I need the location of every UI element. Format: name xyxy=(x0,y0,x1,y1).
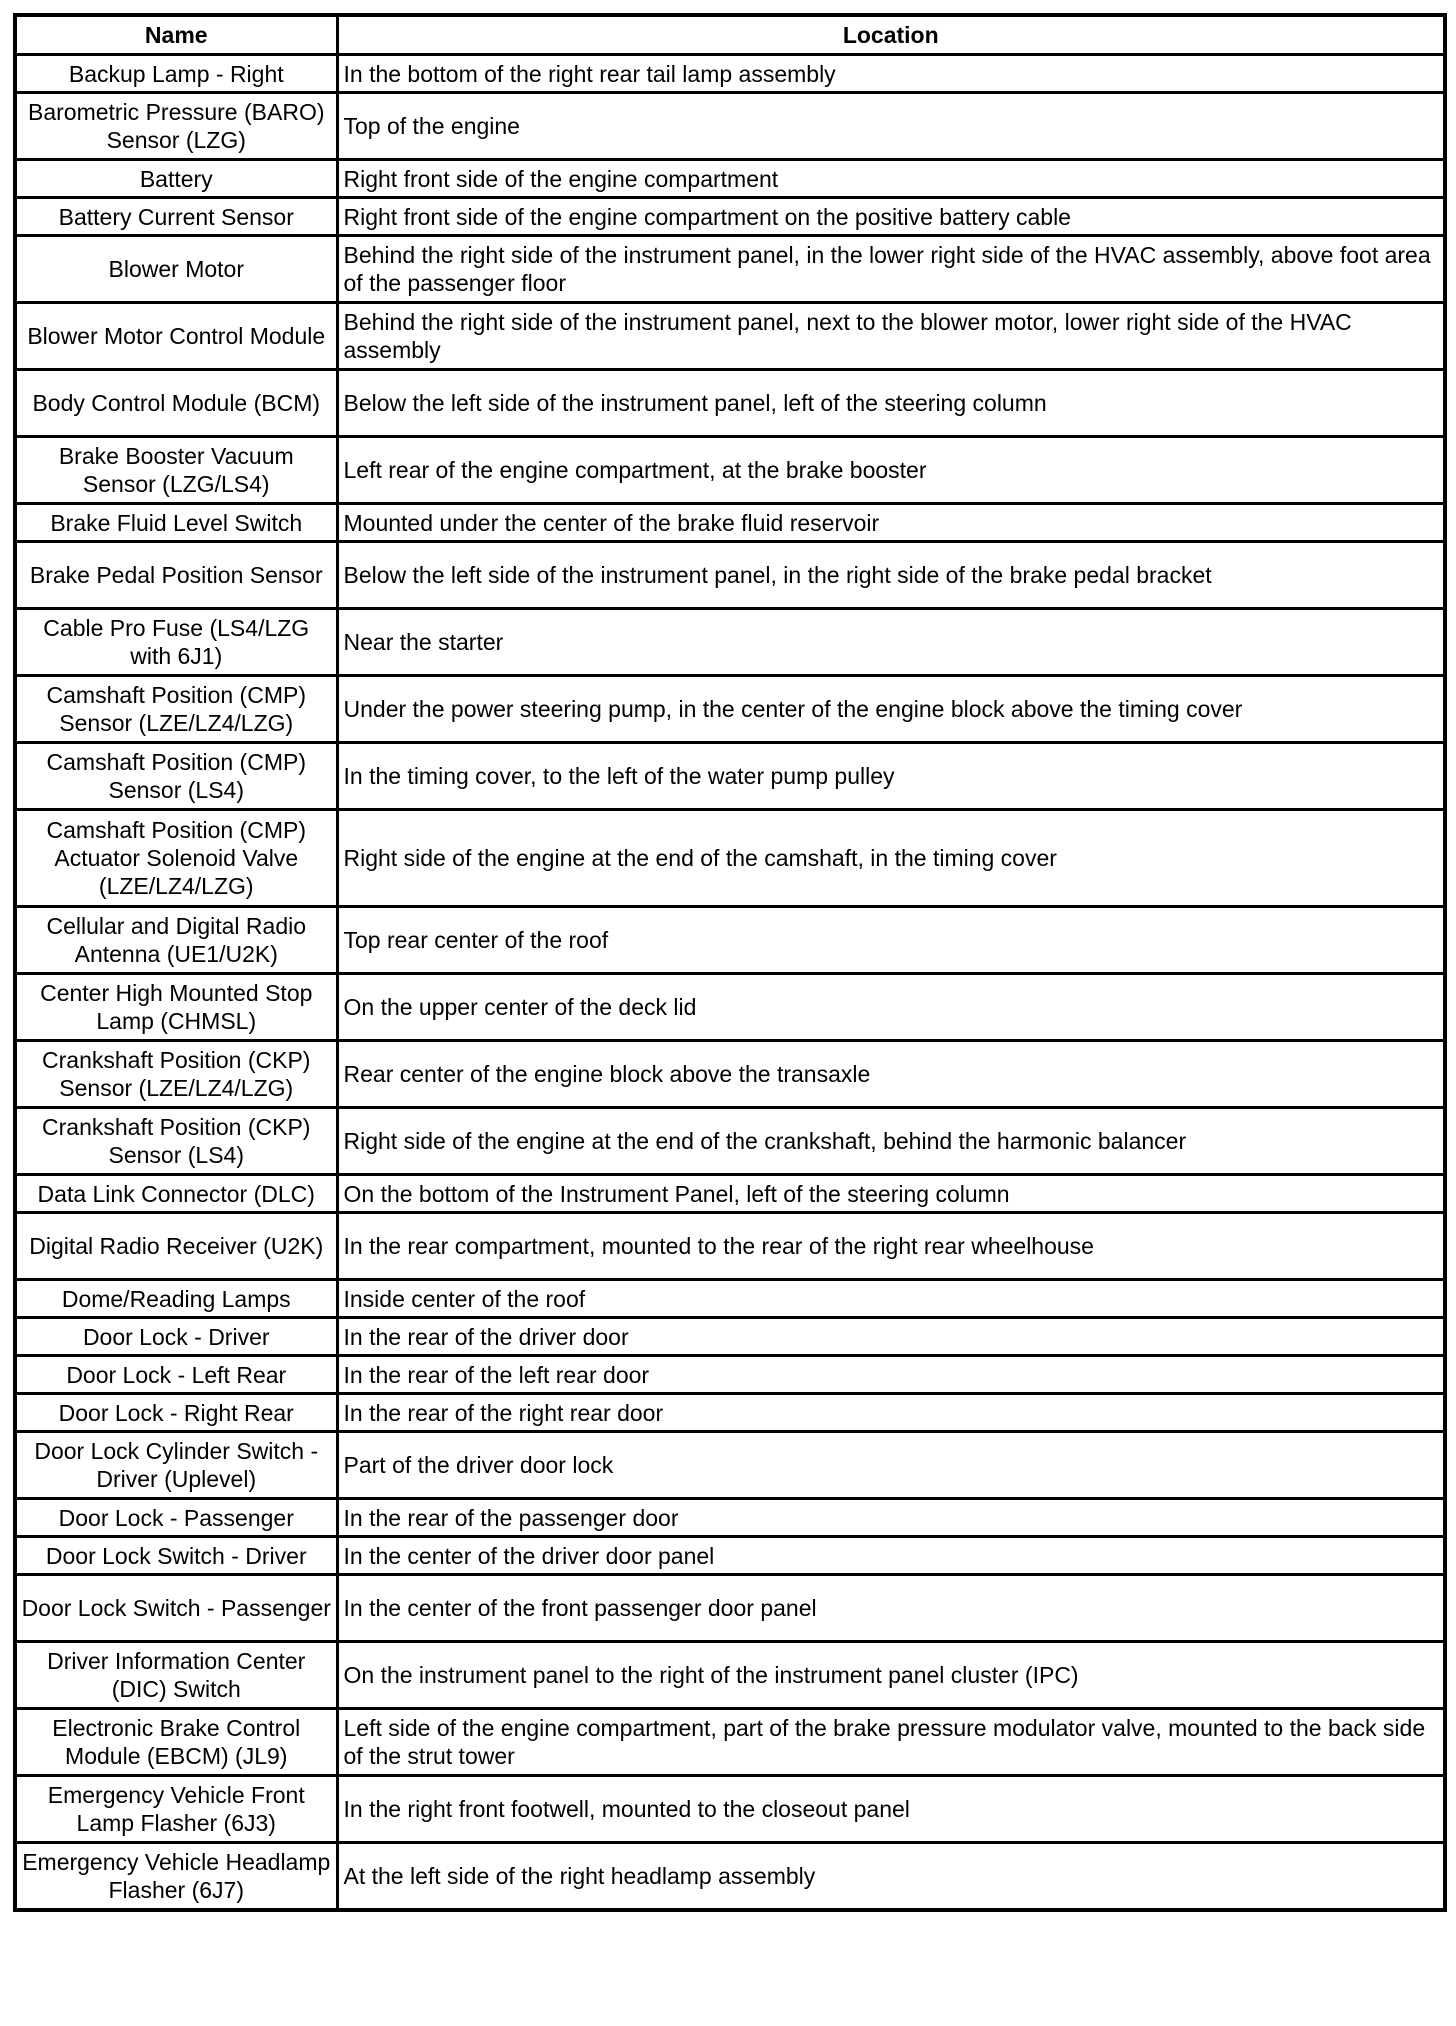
component-name-cell: Backup Lamp - Right xyxy=(15,55,337,93)
component-name-cell: Camshaft Position (CMP) Sensor (LZE/LZ4/LZG) xyxy=(15,676,337,743)
table-row xyxy=(15,1041,1445,1108)
component-location-cell: In the bottom of the right rear tail lamp assembly xyxy=(337,55,1445,93)
table-row xyxy=(15,1318,1445,1356)
component-name-cell: Blower Motor xyxy=(15,236,337,303)
table-row xyxy=(15,974,1445,1041)
table-row xyxy=(15,93,1445,160)
table-row xyxy=(15,676,1445,743)
component-name-cell: Door Lock - Driver xyxy=(15,1318,337,1356)
table-row xyxy=(15,1642,1445,1709)
component-location-cell: Under the power steering pump, in the center of the engine block above the timing cover xyxy=(337,676,1445,743)
component-location-cell: In the rear of the left rear door xyxy=(337,1356,1445,1394)
component-location-cell: On the bottom of the Instrument Panel, left of the steering column xyxy=(337,1175,1445,1213)
table-row xyxy=(15,160,1445,198)
component-name-cell: Brake Fluid Level Switch xyxy=(15,504,337,542)
component-location-cell: In the rear of the right rear door xyxy=(337,1394,1445,1432)
component-location-cell: Below the left side of the instrument panel, left of the steering column xyxy=(337,370,1445,437)
component-name-cell: Door Lock Switch - Passenger xyxy=(15,1575,337,1642)
table-row xyxy=(15,1280,1445,1318)
location-column-header: Location xyxy=(337,15,1445,55)
component-name-cell: Door Lock Switch - Driver xyxy=(15,1537,337,1575)
table-row xyxy=(15,504,1445,542)
component-name-cell: Door Lock - Left Rear xyxy=(15,1356,337,1394)
component-name-cell: Data Link Connector (DLC) xyxy=(15,1175,337,1213)
component-name-cell: Emergency Vehicle Headlamp Flasher (6J7) xyxy=(15,1843,337,1911)
component-name-cell: Battery xyxy=(15,160,337,198)
component-name-cell: Camshaft Position (CMP) Sensor (LS4) xyxy=(15,743,337,810)
component-name-cell: Crankshaft Position (CKP) Sensor (LS4) xyxy=(15,1108,337,1175)
component-name-cell: Cellular and Digital Radio Antenna (UE1/U2K) xyxy=(15,907,337,974)
component-location-cell: Right front side of the engine compartment on the positive battery cable xyxy=(337,198,1445,236)
component-location-cell: In the center of the front passenger door panel xyxy=(337,1575,1445,1642)
table-row xyxy=(15,1394,1445,1432)
table-row xyxy=(15,542,1445,609)
component-location-cell: On the upper center of the deck lid xyxy=(337,974,1445,1041)
component-location-cell: In the rear compartment, mounted to the rear of the right rear wheelhouse xyxy=(337,1213,1445,1280)
component-location-cell: In the rear of the passenger door xyxy=(337,1499,1445,1537)
table-row xyxy=(15,198,1445,236)
table-row xyxy=(15,303,1445,370)
component-name-cell: Emergency Vehicle Front Lamp Flasher (6J3) xyxy=(15,1776,337,1843)
table-row xyxy=(15,1432,1445,1499)
table-row xyxy=(15,1575,1445,1642)
component-name-cell: Electronic Brake Control Module (EBCM) (JL9) xyxy=(15,1709,337,1776)
component-location-cell: Mounted under the center of the brake fluid reservoir xyxy=(337,504,1445,542)
component-name-cell: Camshaft Position (CMP) Actuator Solenoid Valve (LZE/LZ4/LZG) xyxy=(15,810,337,907)
component-name-cell: Body Control Module (BCM) xyxy=(15,370,337,437)
table-row xyxy=(15,1709,1445,1776)
component-name-cell: Barometric Pressure (BARO) Sensor (LZG) xyxy=(15,93,337,160)
component-location-cell: Inside center of the roof xyxy=(337,1280,1445,1318)
component-location-cell: In the right front footwell, mounted to the closeout panel xyxy=(337,1776,1445,1843)
component-location-cell: On the instrument panel to the right of the instrument panel cluster (IPC) xyxy=(337,1642,1445,1709)
table-row xyxy=(15,743,1445,810)
component-location-cell: Rear center of the engine block above the transaxle xyxy=(337,1041,1445,1108)
table-row xyxy=(15,1843,1445,1911)
component-name-cell: Brake Booster Vacuum Sensor (LZG/LS4) xyxy=(15,437,337,504)
component-name-cell: Center High Mounted Stop Lamp (CHMSL) xyxy=(15,974,337,1041)
component-name-cell: Driver Information Center (DIC) Switch xyxy=(15,1642,337,1709)
table-row xyxy=(15,55,1445,93)
component-name-cell: Dome/Reading Lamps xyxy=(15,1280,337,1318)
component-location-cell: Near the starter xyxy=(337,609,1445,676)
table-row xyxy=(15,1108,1445,1175)
table-header-row xyxy=(15,15,1445,55)
table-row xyxy=(15,1213,1445,1280)
component-name-cell: Door Lock Cylinder Switch - Driver (Uplevel) xyxy=(15,1432,337,1499)
component-name-cell: Battery Current Sensor xyxy=(15,198,337,236)
component-name-cell: Cable Pro Fuse (LS4/LZG with 6J1) xyxy=(15,609,337,676)
table-row xyxy=(15,810,1445,907)
component-name-cell: Brake Pedal Position Sensor xyxy=(15,542,337,609)
component-location-cell: Right front side of the engine compartment xyxy=(337,160,1445,198)
component-location-table xyxy=(13,13,1447,1912)
component-location-cell: Left rear of the engine compartment, at the brake booster xyxy=(337,437,1445,504)
component-location-cell: Left side of the engine compartment, part of the brake pressure modulator valve, mounted to the back side of the strut tower xyxy=(337,1709,1445,1776)
table-row xyxy=(15,1537,1445,1575)
component-location-cell: Behind the right side of the instrument panel, next to the blower motor, lower right side of the HVAC assembly xyxy=(337,303,1445,370)
component-location-cell: Top rear center of the roof xyxy=(337,907,1445,974)
name-column-header: Name xyxy=(15,15,337,55)
component-location-cell: Part of the driver door lock xyxy=(337,1432,1445,1499)
table-row xyxy=(15,1776,1445,1843)
component-name-cell: Door Lock - Right Rear xyxy=(15,1394,337,1432)
component-location-cell: In the center of the driver door panel xyxy=(337,1537,1445,1575)
table-row xyxy=(15,907,1445,974)
component-name-cell: Door Lock - Passenger xyxy=(15,1499,337,1537)
component-name-cell: Blower Motor Control Module xyxy=(15,303,337,370)
component-location-cell: In the rear of the driver door xyxy=(337,1318,1445,1356)
table-row xyxy=(15,437,1445,504)
component-location-cell: Right side of the engine at the end of the crankshaft, behind the harmonic balancer xyxy=(337,1108,1445,1175)
component-location-cell: Below the left side of the instrument panel, in the right side of the brake pedal bracket xyxy=(337,542,1445,609)
table-row xyxy=(15,370,1445,437)
location-table-container xyxy=(13,13,1443,1912)
component-location-cell: Top of the engine xyxy=(337,93,1445,160)
component-location-cell: At the left side of the right headlamp assembly xyxy=(337,1843,1445,1911)
table-row xyxy=(15,1356,1445,1394)
component-location-cell: In the timing cover, to the left of the water pump pulley xyxy=(337,743,1445,810)
table-row xyxy=(15,1175,1445,1213)
table-row xyxy=(15,609,1445,676)
table-body xyxy=(15,55,1445,1911)
table-row xyxy=(15,236,1445,303)
component-location-cell: Right side of the engine at the end of the camshaft, in the timing cover xyxy=(337,810,1445,907)
table-row xyxy=(15,1499,1445,1537)
component-location-cell: Behind the right side of the instrument panel, in the lower right side of the HVAC assembly, above foot area of the passenger floor xyxy=(337,236,1445,303)
component-name-cell: Digital Radio Receiver (U2K) xyxy=(15,1213,337,1280)
component-name-cell: Crankshaft Position (CKP) Sensor (LZE/LZ4/LZG) xyxy=(15,1041,337,1108)
